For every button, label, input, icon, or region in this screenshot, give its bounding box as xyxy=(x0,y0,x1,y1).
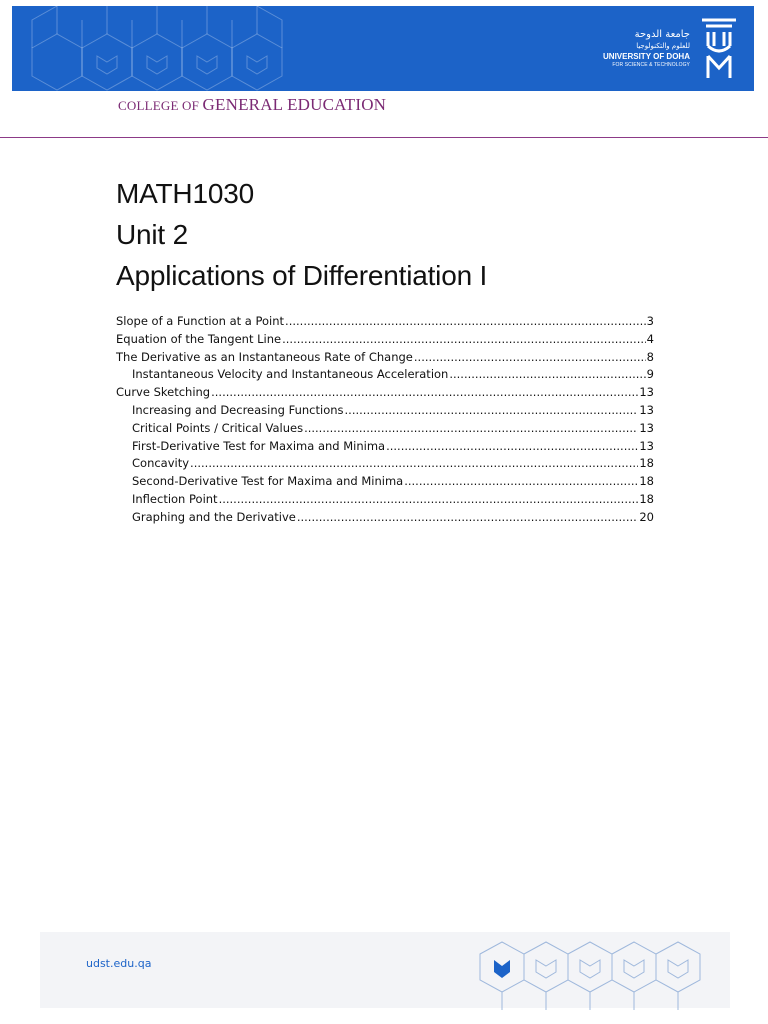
unit-topic: Applications of Differentiation I xyxy=(116,260,488,291)
toc-entry-label: First-Derivative Test for Maxima and Minima xyxy=(132,438,386,453)
logo-english-subtitle: FOR SCIENCE & TECHNOLOGY xyxy=(612,62,690,68)
toc-entry[interactable] xyxy=(116,314,654,332)
course-code: MATH1030 xyxy=(116,178,254,209)
toc-entry-page: 9 xyxy=(646,367,654,382)
toc-entry-label: Graphing and the Derivative xyxy=(132,509,296,524)
toc-dot-leader xyxy=(297,510,639,524)
toc-entry[interactable] xyxy=(116,421,654,439)
toc-entry-page: 8 xyxy=(646,349,654,364)
toc-entry-label: Curve Sketching xyxy=(116,385,211,400)
toc-entry[interactable] xyxy=(116,385,654,403)
toc-dot-leader xyxy=(304,421,638,435)
header-divider xyxy=(0,137,768,138)
toc-dot-leader xyxy=(211,385,638,399)
toc-entry[interactable] xyxy=(116,492,654,510)
university-logo xyxy=(603,16,738,82)
toc-entry-label: Slope of a Function at a Point xyxy=(116,314,285,328)
toc-dot-leader xyxy=(345,403,639,417)
toc-entry-page: 3 xyxy=(646,314,654,328)
toc-entry-label: The Derivative as an Instantaneous Rate of Change xyxy=(116,349,413,364)
college-title: GENERAL EDUCATION xyxy=(202,95,387,114)
hexagon-pattern-icon xyxy=(12,6,372,91)
header-banner xyxy=(12,6,754,91)
toc-entry-page: 20 xyxy=(639,509,654,524)
toc-entry-page: 13 xyxy=(639,385,654,400)
toc-entry-page: 13 xyxy=(639,402,654,417)
toc-entry-label: Concavity xyxy=(132,456,190,471)
document-titles xyxy=(116,173,487,296)
toc-entry-label: Second-Derivative Test for Maxima and Minima xyxy=(132,474,404,489)
toc-entry-label: Critical Points / Critical Values xyxy=(132,420,304,435)
toc-entry-page: 18 xyxy=(639,456,654,471)
toc-entry-label: Instantaneous Velocity and Instantaneous Acceleration xyxy=(132,367,449,382)
toc-entry[interactable] xyxy=(116,439,654,457)
footer-website-link[interactable]: udst.edu.qa xyxy=(86,957,152,970)
college-prefix: COLLEGE OF xyxy=(118,98,200,113)
toc-entry-page: 13 xyxy=(639,420,654,435)
toc-entry-page: 4 xyxy=(646,331,654,346)
toc-entry-page: 18 xyxy=(639,474,654,489)
udst-emblem-icon xyxy=(700,16,738,82)
toc-dot-leader xyxy=(404,474,638,488)
toc-entry-page: 18 xyxy=(639,491,654,506)
toc-dot-leader xyxy=(414,350,646,364)
toc-entry[interactable] xyxy=(116,510,654,528)
toc-entry-label: Inflection Point xyxy=(132,491,218,506)
toc-dot-leader xyxy=(190,456,638,470)
toc-entry[interactable] xyxy=(116,474,654,492)
toc-entry-page: 13 xyxy=(639,438,654,453)
toc-dot-leader xyxy=(219,492,639,506)
toc-entry-label: Equation of the Tangent Line xyxy=(116,331,282,346)
toc-entry[interactable] xyxy=(116,456,654,474)
unit-number: Unit 2 xyxy=(116,219,188,250)
table-of-contents xyxy=(116,314,654,528)
toc-entry-label: Increasing and Decreasing Functions xyxy=(132,402,344,417)
toc-entry[interactable] xyxy=(116,367,654,385)
toc-entry[interactable] xyxy=(116,350,654,368)
college-name xyxy=(118,95,386,115)
logo-english-name: UNIVERSITY OF DOHA xyxy=(603,52,690,61)
toc-dot-leader xyxy=(386,439,638,453)
toc-entry[interactable] xyxy=(116,403,654,421)
logo-arabic-name: جامعة الدوحة xyxy=(634,29,690,40)
logo-arabic-subtitle: للعلوم والتكنولوجيا xyxy=(636,42,690,50)
footer-hexagon-pattern-icon xyxy=(470,932,730,1010)
toc-dot-leader xyxy=(285,314,646,328)
toc-entry[interactable] xyxy=(116,332,654,350)
toc-dot-leader xyxy=(449,367,645,381)
toc-dot-leader xyxy=(282,332,646,346)
